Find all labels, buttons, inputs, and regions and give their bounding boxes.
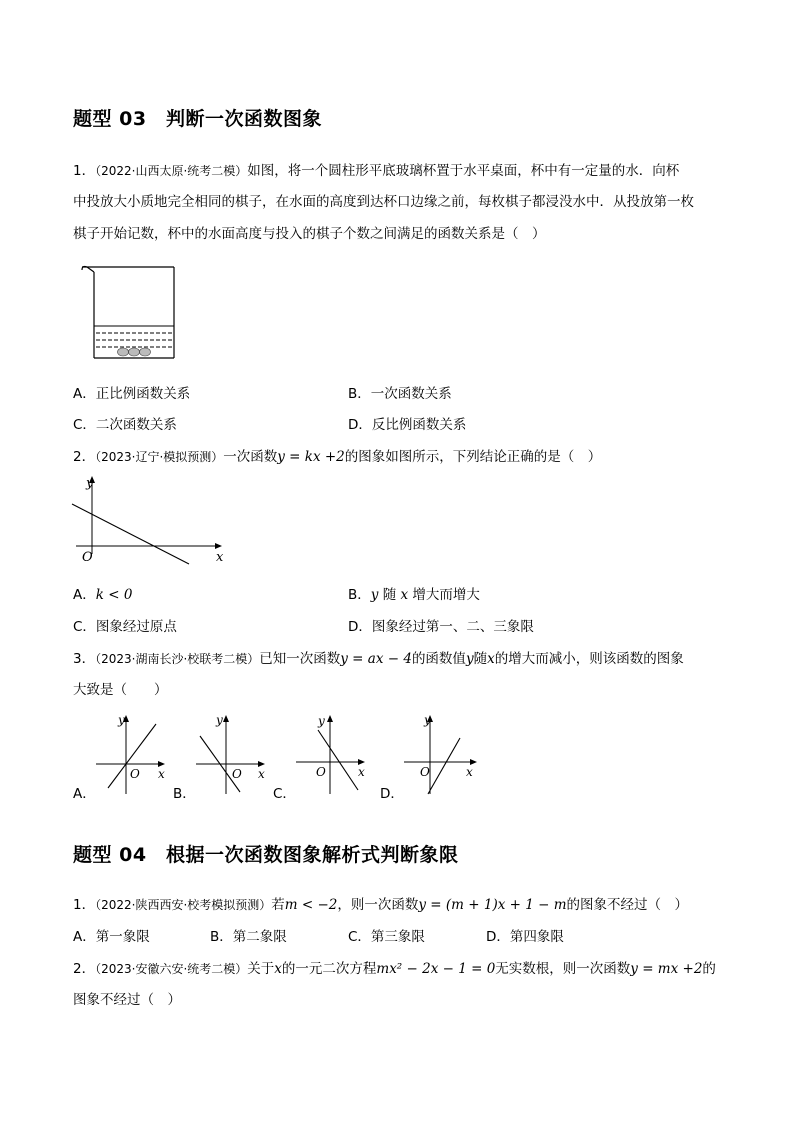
axis-label-y: y — [86, 476, 94, 491]
question-text: 中投放大小质地完全相同的棋子，在水面的高度到达杯口边缘之前，每枚棋子都浸没水中．从投放第一枚 — [73, 194, 694, 210]
arrow-icon — [215, 543, 222, 549]
question-text: 大致是（ ） — [73, 682, 168, 698]
var-y: y — [370, 587, 379, 603]
question-number: 2． — [73, 961, 96, 977]
origin-label: O — [316, 765, 326, 779]
question-source: （2022·陕西西安·校考模拟预测） — [95, 898, 272, 912]
arrow-icon — [223, 715, 229, 722]
equation: y = mx +2 — [630, 961, 703, 977]
function-line — [428, 738, 460, 794]
option-text: 随 — [378, 587, 401, 603]
question-line — [73, 897, 688, 913]
question-source: （2023·辽宁·模拟预测） — [95, 450, 224, 464]
option-a-graph — [92, 712, 172, 796]
question-text: 已知一次函数 — [259, 651, 341, 667]
question-text: 若 — [271, 897, 285, 913]
origin-label: O — [232, 767, 242, 781]
axis-label-y: y — [318, 714, 325, 728]
axis-label-x: x — [358, 765, 365, 779]
section-heading: 题型 03 判断一次函数图象 — [73, 108, 323, 130]
question-line — [73, 651, 684, 667]
option-a: A． — [73, 786, 96, 802]
axis-label-x: x — [216, 550, 224, 565]
axis-label-y: y — [424, 713, 431, 727]
axis-label-x: x — [466, 765, 473, 779]
option-d: D． — [380, 786, 404, 802]
question-source: （2023·湖南长沙·校联考二模） — [95, 652, 260, 666]
option-c: C． — [273, 786, 296, 802]
question-number: 3． — [73, 651, 96, 667]
condition: m < −2 — [284, 897, 338, 913]
axis-label-y: y — [216, 713, 223, 727]
equation: y = ax − 4 — [340, 651, 412, 667]
origin-label: O — [130, 767, 140, 781]
option-c-graph — [292, 712, 372, 796]
option-b-graph — [192, 712, 272, 796]
option-label: A． — [73, 587, 96, 603]
question-number: 1． — [73, 163, 96, 179]
equation: mx² − 2x − 1 = 0 — [376, 961, 496, 977]
option-d: D．反比例函数关系 — [348, 417, 467, 433]
question-source: （2023·安徽六安·统考二模） — [95, 962, 248, 976]
arrow-icon — [327, 715, 333, 722]
option-b: B． — [173, 786, 196, 802]
option-b — [348, 587, 480, 603]
option-d-graph — [400, 712, 482, 796]
question-text: 随 — [473, 651, 488, 667]
option-c: C．第三象限 — [348, 929, 425, 945]
var-x: x — [400, 587, 409, 603]
question-text: 的图象如图所示，下列结论正确的是（ ） — [344, 449, 602, 465]
question-text: 的一元二次方程 — [281, 961, 377, 977]
question-text: 无实数根，则一次函数 — [495, 961, 631, 977]
origin-label: O — [82, 550, 93, 565]
question-line — [73, 163, 679, 179]
question-text: 关于 — [247, 961, 275, 977]
option-b: B．一次函数关系 — [348, 386, 452, 402]
question-line — [73, 449, 601, 465]
question-text: 棋子开始记数，杯中的水面高度与投入的棋子个数之间满足的函数关系是（ ） — [73, 226, 546, 242]
question-number: 2． — [73, 449, 96, 465]
var-x: x — [487, 651, 495, 667]
question-text: 如图，将一个圆柱形平底玻璃杯置于水平桌面，杯中有一定量的水．向杯 — [247, 163, 680, 179]
option-a: A．正比例函数关系 — [73, 386, 191, 402]
section-heading: 题型 04 根据一次函数图象解析式判断象限 — [73, 844, 459, 866]
option-c: C．二次函数关系 — [73, 417, 177, 433]
option-label: B． — [348, 587, 371, 603]
option-a — [73, 587, 132, 603]
question-text: 图象不经过（ ） — [73, 992, 181, 1008]
glass-cup-figure — [78, 262, 178, 364]
equation: y = kx +2 — [277, 449, 345, 465]
var-x: x — [274, 961, 282, 977]
question-text: 的增大而减小，则该函数的图象 — [494, 651, 684, 667]
question-text: 的函数值 — [411, 651, 466, 667]
function-line — [318, 730, 358, 790]
question-line — [73, 961, 716, 977]
axis-label-x: x — [158, 767, 165, 781]
question-text: 一次函数 — [223, 449, 278, 465]
axis-label-x: x — [258, 767, 265, 781]
question-number: 1． — [73, 897, 96, 913]
option-text: 增大而增大 — [408, 587, 480, 603]
option-b: B．第二象限 — [210, 929, 287, 945]
option-d: D．第四象限 — [486, 929, 564, 945]
origin-label: O — [420, 765, 430, 779]
option-math: k < 0 — [95, 587, 133, 603]
linear-graph-figure — [68, 474, 233, 566]
option-c: C．图象经过原点 — [73, 619, 177, 635]
question-text: ，则一次函数 — [337, 897, 419, 913]
var-y: y — [465, 651, 474, 667]
question-text: 的 — [702, 961, 716, 977]
option-d: D．图象经过第一、二、三象限 — [348, 619, 534, 635]
equation: y = (m + 1)x + 1 − m — [418, 897, 567, 913]
question-source: （2022·山西太原·统考二模） — [95, 164, 248, 178]
axis-label-y: y — [118, 713, 125, 727]
option-a: A．第一象限 — [73, 929, 150, 945]
question-text: 的图象不经过（ ） — [566, 897, 689, 913]
